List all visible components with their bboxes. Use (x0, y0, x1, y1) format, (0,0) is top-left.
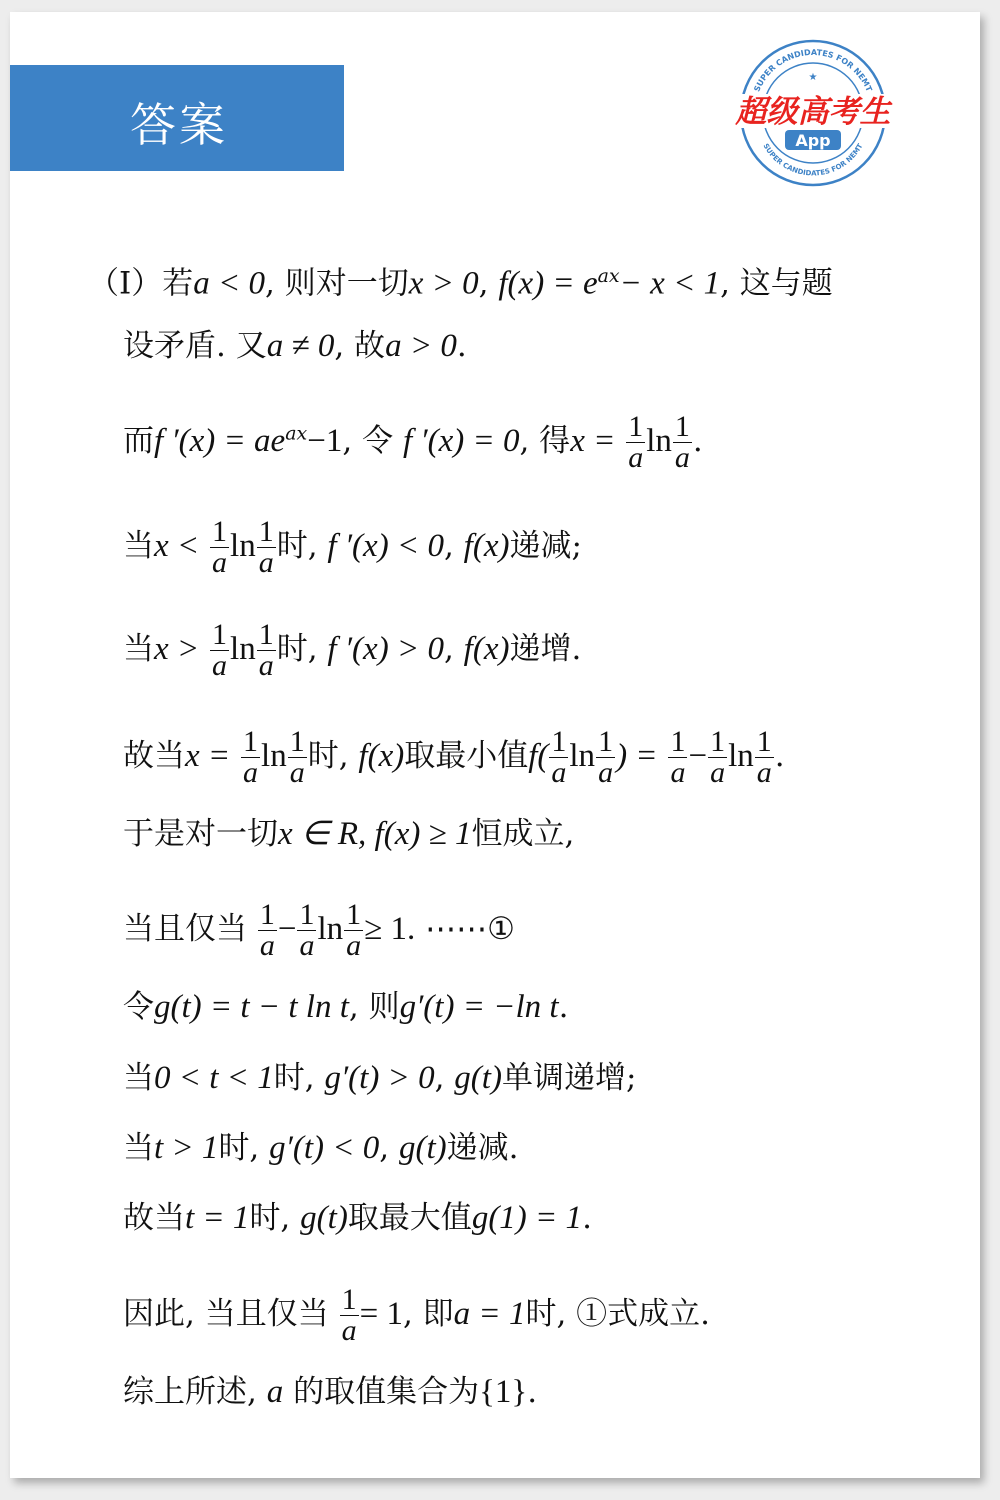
fraction: $\frac{1}{a}$ (551, 725, 567, 789)
solution-line-2: 设矛盾. 又a ≠ 0, 故a > 0. (123, 328, 467, 364)
fraction: $\frac{1}{a}$ (628, 410, 644, 474)
solution-line-13: 因此, 当且仅当 $\frac{1}{a}$ = 1, 即a = 1时, ①式成立. (123, 1283, 711, 1347)
solution-line-11: 当t > 1时, g′(t) < 0, g(t)递减. (123, 1130, 519, 1166)
solution-line-7: 于是对一切x ∈ R, f(x) ≥ 1恒成立, (123, 816, 575, 852)
fraction: $\frac{1}{a}$ (289, 725, 305, 789)
logo-ring-top-text: SUPER CANDIDATES FOR NEMT (752, 47, 874, 94)
solution-line-9: 令g(t) = t − t ln t, 则g′(t) = −ln t. (123, 989, 569, 1025)
fraction: $\frac{1}{a}$ (212, 515, 228, 579)
solution-line-14: 综上所述, a 的取值集合为{1}. (123, 1374, 538, 1410)
fraction: $\frac{1}{a}$ (341, 1283, 357, 1347)
solution-line-10: 当0 < t < 1时, g′(t) > 0, g(t)单调递增; (123, 1060, 637, 1096)
solution-line-3: 而f $'(x) = ae^{ax}-1$, 令 f ′(x) = 0, 得x = $\frac{1}{a}$ ln $\frac{1}{a}$ . (123, 410, 703, 474)
solution-line-6: 故当x = $\frac{1}{a}$ ln $\frac{1}{a}$ 时, f(x)取最小值f( $\frac{1}{a}$ ln $\frac{1}{a}$ ) = $\frac{1}{a}$ − $\frac{1}{a}$ ln $\frac{1}{a}$ . (123, 725, 785, 789)
logo-ring-bottom-text: SUPER CANDIDATES FOR NEMT (761, 142, 865, 178)
fraction: $\frac{1}{a}$ (258, 515, 274, 579)
fraction: $\frac{1}{a}$ (243, 725, 259, 789)
solution-line-1: （Ⅰ）若a < 0, 则对一切x > 0, $f(x) = e^{ax}- x < 1$, 这与题 (88, 265, 833, 302)
fraction: $\frac{1}{a}$ (346, 898, 362, 962)
solution-line-12: 故当t = 1时, g(t)取最大值g(1) = 1. (123, 1200, 592, 1236)
logo-brand-text: 超级高考生 (735, 94, 891, 130)
star-icon: ★ (808, 72, 818, 83)
fraction: $\frac{1}{a}$ (670, 725, 686, 789)
fraction: $\frac{1}{a}$ (259, 898, 275, 962)
fraction: $\frac{1}{a}$ (710, 725, 726, 789)
fraction: $\frac{1}{a}$ (258, 618, 274, 682)
solution-line-5: 当x > $\frac{1}{a}$ ln $\frac{1}{a}$ 时, f ′(x) > 0, f(x)递增. (123, 618, 582, 682)
fraction: $\frac{1}{a}$ (756, 725, 772, 789)
fraction: $\frac{1}{a}$ (212, 618, 228, 682)
solution-line-8: 当且仅当 $\frac{1}{a}$ − $\frac{1}{a}$ ln $\frac{1}{a}$ ≥ 1. ⋯⋯① (123, 898, 515, 962)
fraction: $\frac{1}{a}$ (598, 725, 614, 789)
fraction: $\frac{1}{a}$ (299, 898, 315, 962)
banner-title: 答案 (130, 98, 228, 152)
fraction: $\frac{1}{a}$ (674, 410, 690, 474)
logo-app-text: App (795, 131, 831, 150)
solution-line-4: 当x < $\frac{1}{a}$ ln $\frac{1}{a}$ 时, f ′(x) < 0, f(x)递减; (123, 515, 582, 579)
